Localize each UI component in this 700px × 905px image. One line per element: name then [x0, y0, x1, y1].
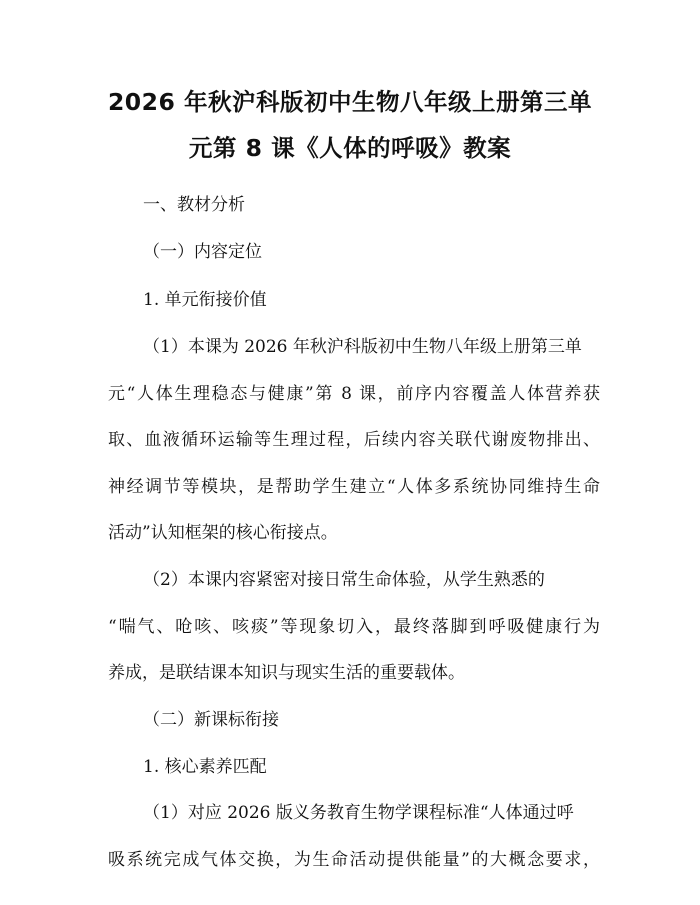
section-heading-1: 一、教材分析 [143, 195, 245, 215]
paragraph-1-line-1: （1）本课为 2026 年秋沪科版初中生物八年级上册第三单 [143, 337, 582, 357]
paragraph-3-line-2: 吸系统完成气体交换，为生命活动提供能量”的大概念要求， [108, 850, 600, 870]
document-title-line-2: 元第 8 课《人体的呼吸》教案 [188, 134, 512, 162]
paragraph-1-line-3: 取、血液循环运输等生理过程，后续内容关联代谢废物排出、 [108, 430, 600, 450]
subsection-heading-content-positioning: （一）内容定位 [143, 242, 262, 262]
item-heading-unit-connection: 1. 单元衔接价值 [143, 290, 267, 310]
paragraph-1-line-4: 神经调节等模块，是帮助学生建立“人体多系统协同维持生命 [108, 477, 600, 497]
paragraph-2-line-3: 养成，是联结课本知识与现实生活的重要载体。 [108, 663, 465, 683]
paragraph-2-line-1: （2）本课内容紧密对接日常生命体验，从学生熟悉的 [143, 570, 545, 590]
item-heading-core-literacy: 1. 核心素养匹配 [143, 757, 267, 777]
document-title-line-1: 2026 年秋沪科版初中生物八年级上册第三单 [107, 88, 593, 116]
paragraph-1-line-5: 活动”认知框架的核心衔接点。 [108, 523, 338, 543]
paragraph-3-line-1: （1）对应 2026 版义务教育生物学课程标准“人体通过呼 [143, 803, 574, 823]
paragraph-1-line-2: 元“人体生理稳态与健康”第 8 课，前序内容覆盖人体营养获 [108, 384, 600, 404]
paragraph-2-line-2: “喘气、呛咳、咳痰”等现象切入，最终落脚到呼吸健康行为 [108, 617, 600, 637]
subsection-heading-curriculum-standard: （二）新课标衔接 [143, 710, 279, 730]
